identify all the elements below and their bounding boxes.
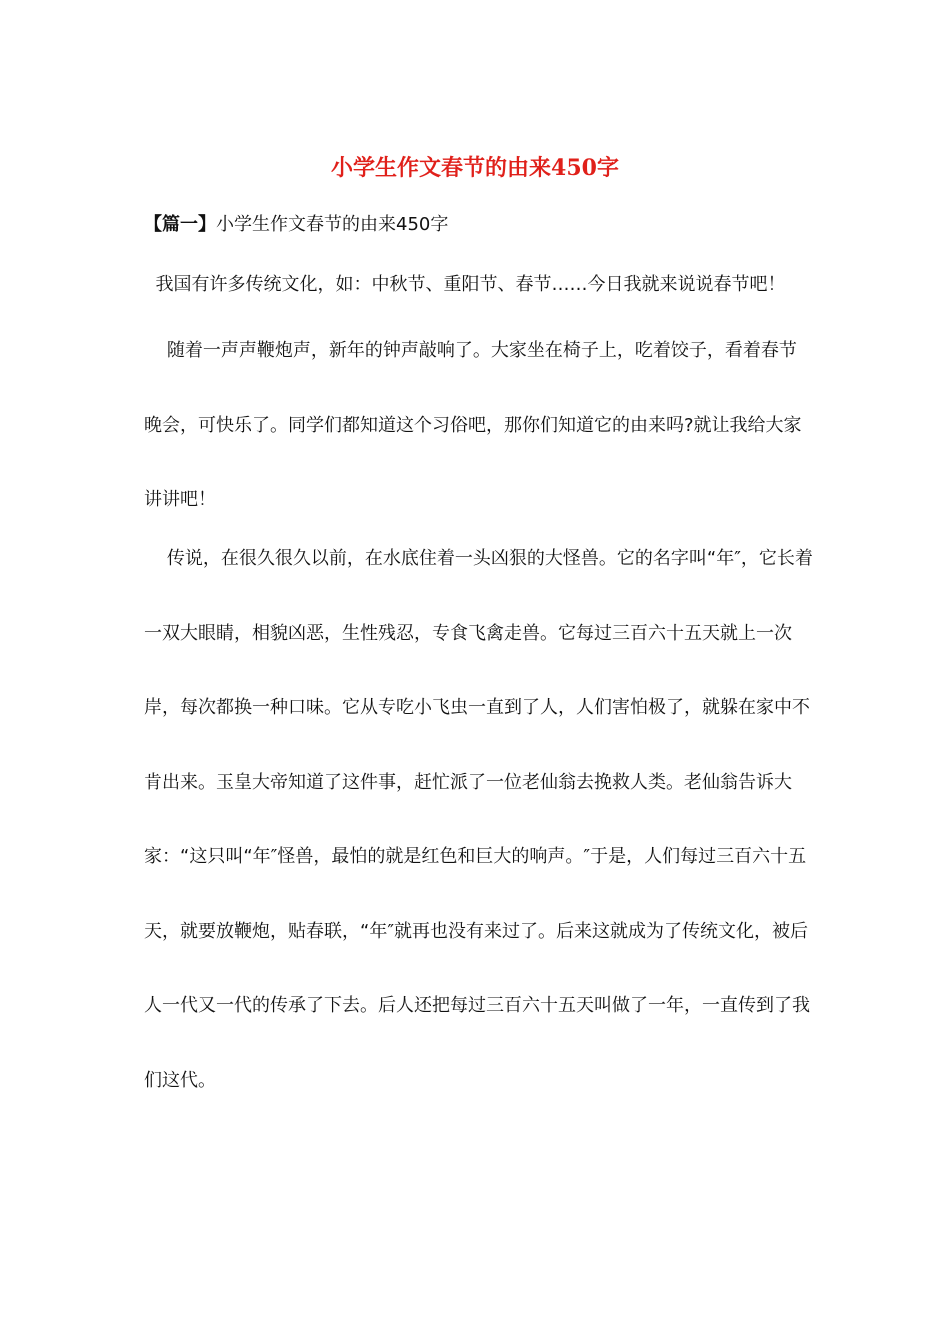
paragraph-spring-festival: 随着一声声鞭炮声，新年的钟声敲响了。大家坐在椅子上，吃着饺子，看着春节晚会，可快乐了。同学们都知道这个习俗吧，那你们知道它的由来吗?就让我给大家讲讲吧！	[144, 340, 802, 510]
paragraph-legend: 传说，在很久很久以前，在水底住着一头凶狠的大怪兽。它的名字叫“年″，它长着一双大眼睛，相貌凶恶，生性残忍，专食飞禽走兽。它每过三百六十五天就上一次岸，每次都换一种口味。它从专吃小飞虫一直到了人，人们害怕极了，就躲在家中不肯出来。玉皇大帝知道了这件事，赶忙派了一位老仙翁去挽救人类。老仙翁告诉大家：“这只叫“年″怪兽，最怕的就是红色和巨大的响声。″于是，人们每过三百六十五天，就要放鞭炮，贴春联，“年″就再也没有来过了。后来这就成为了传统文化，被后人一代又一代的传承了下去。后人还把每过三百六十五天叫做了一年，一直传到了我们这代。	[144, 548, 813, 1091]
section-heading-text: 小学生作文春节的由来450字	[216, 214, 449, 235]
paragraph-intro: 我国有许多传统文化，如：中秋节、重阳节、春节……今日我就来说说春节吧！	[144, 274, 786, 295]
document-title: 小学生作文春节的由来450字	[331, 155, 619, 181]
section-bracket-label: 【篇一】	[144, 214, 216, 235]
section-heading	[144, 210, 448, 240]
